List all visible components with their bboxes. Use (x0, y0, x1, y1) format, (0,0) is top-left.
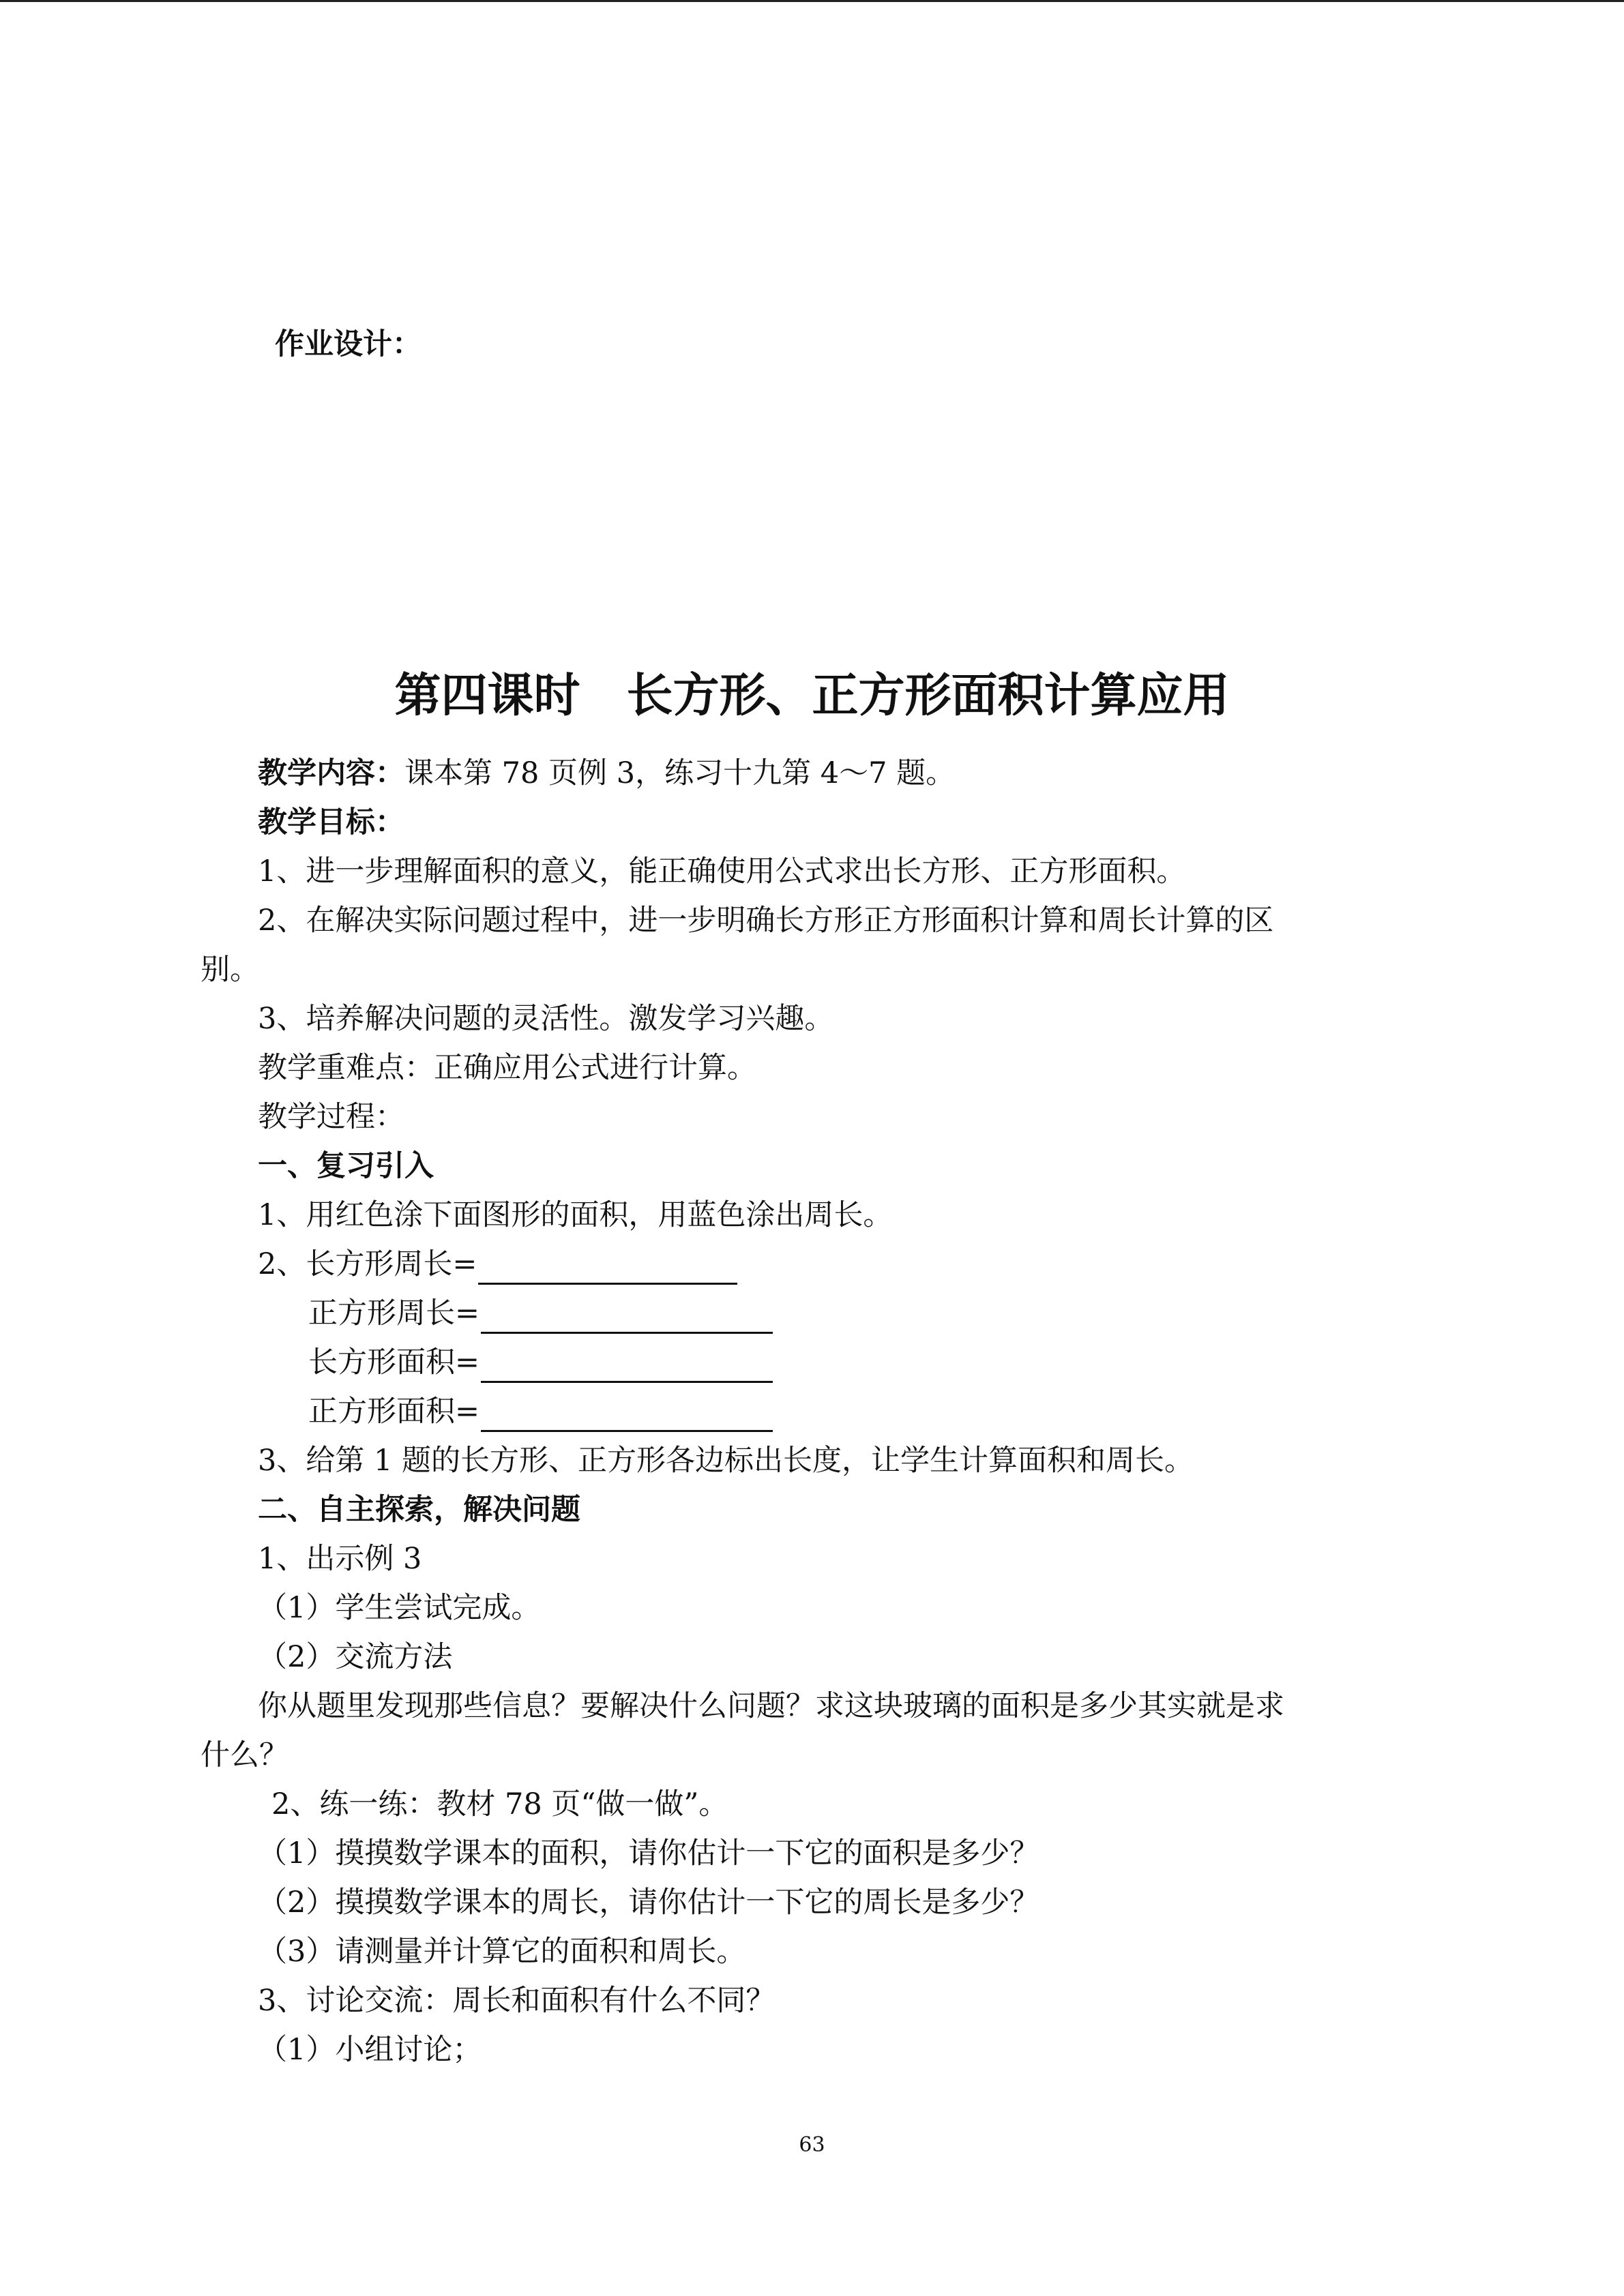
practice-item-3: （3）请测量并计算它的面积和周长。 (258, 1935, 746, 1969)
homework-design-label: 作业设计： (275, 327, 422, 361)
teaching-goals-label: 教学目标： (258, 805, 404, 839)
practice-item: 2、练一练：教材 78 页“做一做”。 (271, 1787, 728, 1821)
teaching-content-text: 课本第 78 页例 3，练习十九第 4～7 题。 (404, 756, 956, 790)
review-square-area (308, 1391, 773, 1432)
explore-question-line-2: 什么？ (201, 1738, 289, 1772)
practice-item-2: （2）摸摸数学课本的周长，请你估计一下它的周长是多少？ (258, 1885, 1039, 1920)
answer-blank (481, 1399, 773, 1432)
discuss-item: 3、讨论交流：周长和面积有什么不同？ (258, 1984, 776, 2018)
review-item-3: 3、给第 1 题的长方形、正方形各边标出长度，让学生计算面积和周长。 (258, 1444, 1194, 1478)
explore-item-1-2: （2）交流方法 (258, 1640, 453, 1674)
practice-item-1: （1）摸摸数学课本的面积，请你估计一下它的面积是多少？ (258, 1836, 1039, 1870)
answer-blank (481, 1300, 773, 1334)
review-rect-area (308, 1342, 773, 1383)
goal-1: 1、进一步理解面积的意义，能正确使用公式求出长方形、正方形面积。 (258, 854, 1186, 889)
section-2-heading: 二、自主探索，解决问题 (258, 1493, 580, 1527)
explore-item-1: 1、出示例 3 (258, 1542, 422, 1576)
review-square-perimeter-label: 正方形周长= (308, 1296, 480, 1330)
teaching-process-label: 教学过程： (258, 1100, 404, 1134)
page-number: 63 (799, 2133, 825, 2157)
key-points: 教学重难点：正确应用公式进行计算。 (258, 1051, 756, 1085)
top-border (0, 0, 1624, 2)
section-1-heading: 一、复习引入 (258, 1149, 434, 1183)
teaching-content-label: 教学内容： (258, 756, 404, 790)
answer-blank (478, 1251, 737, 1285)
review-rect-perimeter (258, 1244, 737, 1285)
review-rect-area-label: 长方形面积= (308, 1345, 480, 1380)
review-rect-perimeter-label: 2、长方形周长= (258, 1247, 477, 1281)
lesson-title: 第四课时 长方形、正方形面积计算应用 (394, 669, 1230, 723)
review-square-perimeter (308, 1293, 773, 1334)
answer-blank (481, 1350, 773, 1383)
review-square-area-label: 正方形面积= (308, 1395, 480, 1429)
goal-2-line-1: 2、在解决实际问题过程中，进一步明确长方形正方形面积计算和周长计算的区 (258, 904, 1274, 938)
discuss-item-1: （1）小组讨论； (258, 2033, 482, 2067)
explore-question-line-1: 你从题里发现那些信息？要解决什么问题？求这块玻璃的面积是多少其实就是求 (258, 1689, 1284, 1723)
teaching-content (258, 753, 955, 794)
explore-item-1-1: （1）学生尝试完成。 (258, 1591, 541, 1625)
goal-2-line-2: 别。 (201, 953, 259, 987)
review-item-1: 1、用红色涂下面图形的面积，用蓝色涂出周长。 (258, 1198, 893, 1232)
goal-3: 3、培养解决问题的灵活性。激发学习兴趣。 (258, 1002, 834, 1036)
